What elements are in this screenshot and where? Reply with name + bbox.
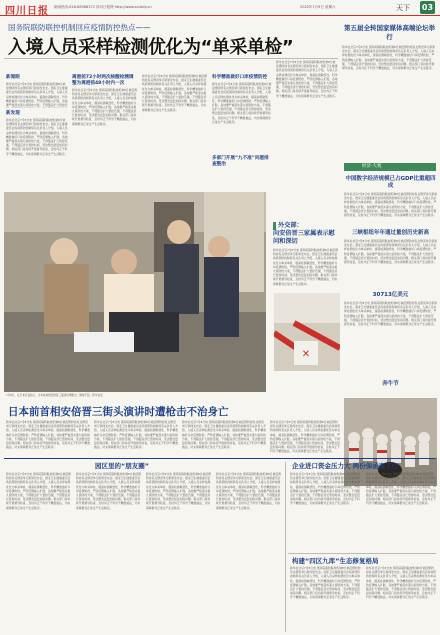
bottom-text-7: 新华社北京7月8日电 国务院联防联控机制8日就疫情防控有关情况举行新闻发布会。国家卫生健康委员会疾病预防控制局有关负责人介绍，入境人员采样检测优化为单采单检，提高检测敏感性，科学精准做好口岸疫情防控，严防疫情输入扩散。各地要严格落实第九版防控方案，不得随意扩大管控范围，不得随意延长管控时间，坚决整治层层加码问题。相关部门将持续开展督导检查，及时纠正不科学不精准做法，切实保障群众正常生产生活秩序。 xyxy=(290,566,361,600)
section-marker xyxy=(273,222,276,230)
main-news-photo xyxy=(4,192,266,392)
article-column-b xyxy=(142,74,208,188)
news-title-3: 30713亿美元 xyxy=(372,292,409,298)
abe-article-col-1 xyxy=(6,420,90,458)
bottom-col-4 xyxy=(216,472,282,630)
abe-article-text-3: 新华社北京7月8日电 国务院联防联控机制8日就疫情防控有关情况举行新闻发布会。国家卫生健康委员会疾病预防控制局有关负责人介绍，入境人员采样检测优化为单采单检，提高检测敏感性，科学精准做好口岸疫情防控，严防疫情输入扩散。各地要严格落实第九版防控方案，不得随意扩大管控范围，不得随意延长管控时间，坚决整治层层加码问题。相关部门将持续开展督导检查，及时纠正不科学不精准做法，切实保障群众正常生产生活秩序。 xyxy=(182,420,266,450)
column-b-title: 科学精准做好口岸疫情防控 xyxy=(212,75,268,80)
abe-photo xyxy=(274,293,340,371)
hotline-text: 新闻热线:028-86968372 四川日报网 http://www.scdaily.cn xyxy=(54,5,152,9)
article-column-a xyxy=(72,74,138,188)
bottom-col-2 xyxy=(76,472,142,630)
abe-article-text-1: 新华社北京7月8日电 国务院联防联控机制8日就疫情防控有关情况举行新闻发布会。国家卫生健康委员会疾病预防控制局有关负责人介绍，入境人员采样检测优化为单采单检，提高检测敏感性，科学精准做好口岸疫情防控，严防疫情输入扩散。各地要严格落实第九版防控方案，不得随意扩大管控范围，不得随意延长管控时间，坚决整治层层加码问题。相关部门将持续开展督导检查，及时纠正不科学不精准做法，切实保障群众正常生产生活秩序。 xyxy=(6,420,90,450)
news-title-1: 中国数字经济规模已占GDP比重超四成 xyxy=(345,176,436,189)
bottom-right-divider xyxy=(288,553,436,554)
bottom-vertical-divider xyxy=(285,462,286,632)
bottom-text-5: 新华社北京7月8日电 国务院联防联控机制8日就疫情防控有关情况举行新闻发布会。国家卫生健康委员会疾病预防控制局有关负责人介绍，入境人员采样检测优化为单采单检，提高检测敏感性，科学精准做好口岸疫情防控，严防疫情输入扩散。各地要严格落实第九版防控方案，不得随意扩大管控范围，不得随意延长管控时间，坚决整治层层加码问题。相关部门将持续开展督导检查，及时纠正不科学不精准做法，切实保障群众正常生产生活秩序。 xyxy=(290,472,361,506)
news-text-3: 新华社北京7月8日电 国务院联防联控机制8日就疫情防控有关情况举行新闻发布会。国家卫生健康委员会疾病预防控制局有关负责人介绍，入境人员采样检测优化为单采单检，提高检测敏感性，科学精准做好口岸疫情防控，严防疫情输入扩散。各地要严格落实第九版防控方案，不得随意扩大管控范围，不得随意延长管控时间，坚决整治层层加码问题。相关部门将持续开展督导检查，及时纠正不科学不精准做法，切实保障群众正常生产生活秩序。 xyxy=(344,301,437,327)
bottom-col-1 xyxy=(6,472,72,630)
side-title-2: 新发现 xyxy=(6,111,20,116)
photo-caption: 7月8日，在日本奈良街头，日本前首相安倍晋三演讲时遭枪击，倒地不起。新华社发 xyxy=(6,394,103,397)
right-feature-text: 新华社北京7月8日电 国务院联防联控机制8日就疫情防控有关情况举行新闻发布会。国家卫生健康委员会疾病预防控制局有关负责人介绍，入境人员采样检测优化为单采单检，提高检测敏感性，科学精准做好口岸疫情防控，严防疫情输入扩散。各地要严格落实第九版防控方案，不得随意扩大管控范围，不得随意延长管控时间，坚决整治层层加码问题。相关部门将持续开展督导检查，及时纠正不科学不精准做法，切实保障群众正常生产生活秩序。 xyxy=(342,45,435,71)
bottom-text-3: 新华社北京7月8日电 国务院联防联控机制8日就疫情防控有关情况举行新闻发布会。国家卫生健康委员会疾病预防控制局有关负责人介绍，入境人员采样检测优化为单采单检，提高检测敏感性，科学精准做好口岸疫情防控，严防疫情输入扩散。各地要严格落实第九版防控方案，不得随意扩大管控范围，不得随意延长管控时间，坚决整治层层加码问题。相关部门将持续开展督导检查，及时纠正不科学不精准做法，切实保障群众正常生产生活秩序。 xyxy=(146,472,211,510)
newspaper-logo: 四川日报 xyxy=(5,6,49,17)
bottom-col-7 xyxy=(290,566,362,630)
side-text-2: 新华社北京7月8日电 国务院联防联控机制8日就疫情防控有关情况举行新闻发布会。国家卫生健康委员会疾病预防控制局有关负责人介绍，入境人员采样检测优化为单采单检，提高检测敏感性，科学精准做好口岸疫情防控，严防疫情输入扩散。各地要严格落实第九版防控方案，不得随意扩大管控范围，不得随意延长管控时间，坚决整治层层加码问题。相关部门将持续开展督导检查，及时纠正不科学不精准做法，切实保障群众正常生产生活秩序。 xyxy=(6,118,68,156)
section-name: 天下 xyxy=(396,4,410,12)
section-banner xyxy=(344,163,436,171)
japan-title: 向安倍晋三家属表示慰问和深切 xyxy=(273,230,335,245)
abe-article-col-4 xyxy=(270,420,340,458)
abe-article-col-3 xyxy=(182,420,266,458)
lead-kicker: 国务院联防联控机制回应疫情防控热点—— xyxy=(8,23,151,32)
news-title-4: 奔牛节 xyxy=(382,381,399,387)
news-item-3 xyxy=(344,292,437,341)
news-text-1: 新华社北京7月8日电 国务院联防联控机制8日就疫情防控有关情况举行新闻发布会。国家卫生健康委员会疾病预防控制局有关负责人介绍，入境人员采样检测优化为单采单检，提高检测敏感性，科学精准做好口岸疫情防控，严防疫情输入扩散。各地要严格落实第九版防控方案，不得随意扩大管控范围，不得随意延长管控时间，坚决整治层层加码问题。相关部门将持续开展督导检查，及时纠正不科学不精准做法，切实保障群众正常生产生活秩序。 xyxy=(344,192,437,218)
abe-headline: 日本前首相安倍晋三街头演讲时遭枪击不治身亡 xyxy=(8,406,229,418)
svg-text:✕: ✕ xyxy=(301,349,311,360)
bottom-title-ecology: 构建“四区九库”生态修复格局 xyxy=(292,557,379,565)
section-banner-label: 经济·大观 xyxy=(362,164,382,169)
news-item-4 xyxy=(344,381,437,388)
bottom-text-2: 新华社北京7月8日电 国务院联防联控机制8日就疫情防控有关情况举行新闻发布会。国家卫生健康委员会疾病预防控制局有关负责人介绍，入境人员采样检测优化为单采单检，提高检测敏感性，科学精准做好口岸疫情防控，严防疫情输入扩散。各地要严格落实第九版防控方案，不得随意扩大管控范围，不得随意延长管控时间，坚决整治层层加码问题。相关部门将持续开展督导检查，及时纠正不科学不精准做法，切实保障群众正常生产生活秩序。 xyxy=(76,472,141,510)
column-a-title: 离港前72小时两次核酸检测调整为离港前48小时内一次 xyxy=(72,75,134,86)
divider xyxy=(4,58,338,59)
bottom-col-6 xyxy=(366,472,436,552)
bottom-col-8 xyxy=(366,566,436,630)
abe-article-col-2 xyxy=(94,420,178,458)
bottom-text-6: 新华社北京7月8日电 国务院联防联控机制8日就疫情防控有关情况举行新闻发布会。国家卫生健康委员会疾病预防控制局有关负责人介绍，入境人员采样检测优化为单采单检，提高检测敏感性，科学精准做好口岸疫情防控，严防疫情输入扩散。各地要严格落实第九版防控方案，不得随意扩大管控范围，不得随意延长管控时间，坚决整治层层加码问题。相关部门将持续开展督导检查，及时纠正不科学不精准做法，切实保障群众正常生产生活秩序。 xyxy=(366,472,436,506)
japan-text: 新华社北京7月8日电 国务院联防联控机制8日就疫情防控有关情况举行新闻发布会。国家卫生健康委员会疾病预防控制局有关负责人介绍，入境人员采样检测优化为单采单检，提高检测敏感性，科学精准做好口岸疫情防控，严防疫情输入扩散。各地要严格落实第九版防控方案，不得随意扩大管控范围，不得随意延长管控时间，坚决整治层层加码问题。相关部门将持续开展督导检查，及时纠正不科学不精准做法，切实保障群众正常生产生活秩序。 xyxy=(273,248,338,286)
japan-kicker: 外交部： xyxy=(278,222,303,229)
abe-article-text-2: 新华社北京7月8日电 国务院联防联控机制8日就疫情防控有关情况举行新闻发布会。国家卫生健康委员会疾病预防控制局有关负责人介绍，入境人员采样检测优化为单采单检，提高检测敏感性，科学精准做好口岸疫情防控，严防疫情输入扩散。各地要严格落实第九版防控方案，不得随意扩大管控范围，不得随意延长管控时间，坚决整治层层加码问题。相关部门将持续开展督导检查，及时纠正不科学不精准做法，切实保障群众正常生产生活秩序。 xyxy=(94,420,178,450)
bottom-title-park: 园区里的“朋友圈” xyxy=(95,462,150,470)
side-title-1: 新闻眼 xyxy=(6,75,20,80)
article-column-c xyxy=(212,74,272,188)
bottom-col-5 xyxy=(290,472,362,552)
lead-headline: 入境人员采样检测优化为“单采单检” xyxy=(8,37,294,58)
news-item-2 xyxy=(344,230,437,279)
date-line: 2022年7月9日 星期六 xyxy=(300,5,336,9)
column-c-text: 新华社北京7月8日电 国务院联防联控机制8日就疫情防控有关情况举行新闻发布会。国家卫生健康委员会疾病预防控制局有关负责人介绍，入境人员采样检测优化为单采单检，提高检测敏感性，科学精准做好口岸疫情防控，严防疫情输入扩散。各地要严格落实第九版防控方案，不得随意扩大管控范围，不得随意延长管控时间，坚决整治层层加码问题。相关部门将持续开展督导检查，及时纠正不科学不精准做法，切实保障群众正常生产生活秩序。 xyxy=(212,82,272,124)
page-number-badge: 03 xyxy=(421,3,434,12)
column-a-text: 新华社北京7月8日电 国务院联防联控机制8日就疫情防控有关情况举行新闻发布会。国家卫生健康委员会疾病预防控制局有关负责人介绍，入境人员采样检测优化为单采单检，提高检测敏感性，科学精准做好口岸疫情防控，严防疫情输入扩散。各地要严格落实第九版防控方案，不得随意扩大管控范围，不得随意延长管控时间，坚决整治层层加码问题。相关部门将持续开展督导检查，及时纠正不科学不精准做法，切实保障群众正常生产生活秩序。 xyxy=(72,88,137,126)
news-item-1 xyxy=(344,176,437,228)
abe-article-text-4: 新华社北京7月8日电 国务院联防联控机制8日就疫情防控有关情况举行新闻发布会。国家卫生健康委员会疾病预防控制局有关负责人介绍，入境人员采样检测优化为单采单检，提高检测敏感性，科学精准做好口岸疫情防控，严防疫情输入扩散。各地要严格落实第九版防控方案，不得随意扩大管控范围，不得随意延长管控时间，坚决整治层层加码问题。相关部门将持续开展督导检查，及时纠正不科学不精准做法，切实保障群众正常生产生活秩序。 xyxy=(270,420,340,454)
right-feature-box xyxy=(342,24,437,156)
masthead xyxy=(0,0,440,16)
bottom-text-1: 新华社北京7月8日电 国务院联防联控机制8日就疫情防控有关情况举行新闻发布会。国家卫生健康委员会疾病预防控制局有关负责人介绍，入境人员采样检测优化为单采单检，提高检测敏感性，科学精准做好口岸疫情防控，严防疫情输入扩散。各地要严格落实第九版防控方案，不得随意扩大管控范围，不得随意延长管控时间，坚决整治层层加码问题。相关部门将持续开展督导检查，及时纠正不科学不精准做法，切实保障群众正常生产生活秩序。 xyxy=(6,472,71,510)
bottom-title-guarantee: 企业进口资金压力大 两份保函变了心 xyxy=(292,462,399,470)
side-column xyxy=(6,74,68,186)
right-feature-title: 第五届全转国家媒体高端论坛举行 xyxy=(344,24,435,41)
bottom-text-4: 新华社北京7月8日电 国务院联防联控机制8日就疫情防控有关情况举行新闻发布会。国家卫生健康委员会疾病预防控制局有关负责人介绍，入境人员采样检测优化为单采单检，提高检测敏感性，科学精准做好口岸疫情防控，严防疫情输入扩散。各地要严格落实第九版防控方案，不得随意扩大管控范围，不得随意延长管控时间，坚决整治层层加码问题。相关部门将持续开展督导检查，及时纠正不科学不精准做法，切实保障群众正常生产生活秩序。 xyxy=(216,472,281,510)
column-b-text: 新华社北京7月8日电 国务院联防联控机制8日就疫情防控有关情况举行新闻发布会。国家卫生健康委员会疾病预防控制局有关负责人介绍，入境人员采样检测优化为单采单检，提高检测敏感性，科学精准做好口岸疫情防控，严防疫情输入扩散。各地要严格落实第九版防控方案，不得随意扩大管控范围，不得随意延长管控时间，坚决整治层层加码问题。相关部门将持续开展督导检查，及时纠正不科学不精准做法，切实保障群众正常生产生活秩序。 xyxy=(142,74,207,112)
bottom-text-8: 新华社北京7月8日电 国务院联防联控机制8日就疫情防控有关情况举行新闻发布会。国家卫生健康委员会疾病预防控制局有关负责人介绍，入境人员采样检测优化为单采单检，提高检测敏感性，科学精准做好口岸疫情防控，严防疫情输入扩散。各地要严格落实第九版防控方案，不得随意扩大管控范围，不得随意延长管控时间，坚决整治层层加码问题。相关部门将持续开展督导检查，及时纠正不科学不精准做法，切实保障群众正常生产生活秩序。 xyxy=(366,566,436,600)
column-c-title: 多部门开展“九不准”问题排查整治 xyxy=(212,156,269,167)
news-text-2: 新华社北京7月8日电 国务院联防联控机制8日就疫情防控有关情况举行新闻发布会。国家卫生健康委员会疾病预防控制局有关负责人介绍，入境人员采样检测优化为单采单检，提高检测敏感性，科学精准做好口岸疫情防控，严防疫情输入扩散。各地要严格落实第九版防控方案，不得随意扩大管控范围，不得随意延长管控时间，坚决整治层层加码问题。相关部门将持续开展督导检查，及时纠正不科学不精准做法，切实保障群众正常生产生活秩序。 xyxy=(344,239,437,265)
bottom-col-3 xyxy=(146,472,212,630)
side-text-1: 新华社北京7月8日电 国务院联防联控机制8日就疫情防控有关情况举行新闻发布会。国家卫生健康委员会疾病预防控制局有关负责人介绍，入境人员采样检测优化为单采单检，提高检测敏感性，科学精准做好口岸疫情防控，严防疫情输入扩散。各地要严格落实第九版防控方案，不得随意扩大管控范 xyxy=(6,82,68,108)
column-d-text: 新华社北京7月8日电 国务院联防联控机制8日就疫情防控有关情况举行新闻发布会。国家卫生健康委员会疾病预防控制局有关负责人介绍，入境人员采样检测优化为单采单检，提高检测敏感性，科学精准做好口岸疫情防控，严防疫情输入扩散。各地要严格落实第九版防控方案，不得随意扩大管控范围，不得随意延长管控时间，坚决整治层层加码问题。相关部门将持续开展督导检查，及时纠正不科学不精准做法，切实保障群众正常生产生活秩序。 xyxy=(276,60,338,98)
article-column-d xyxy=(276,60,338,190)
bottom-divider xyxy=(4,458,436,459)
news-title-2: 三峡枢纽年年通过量创历史新高 xyxy=(351,230,429,236)
